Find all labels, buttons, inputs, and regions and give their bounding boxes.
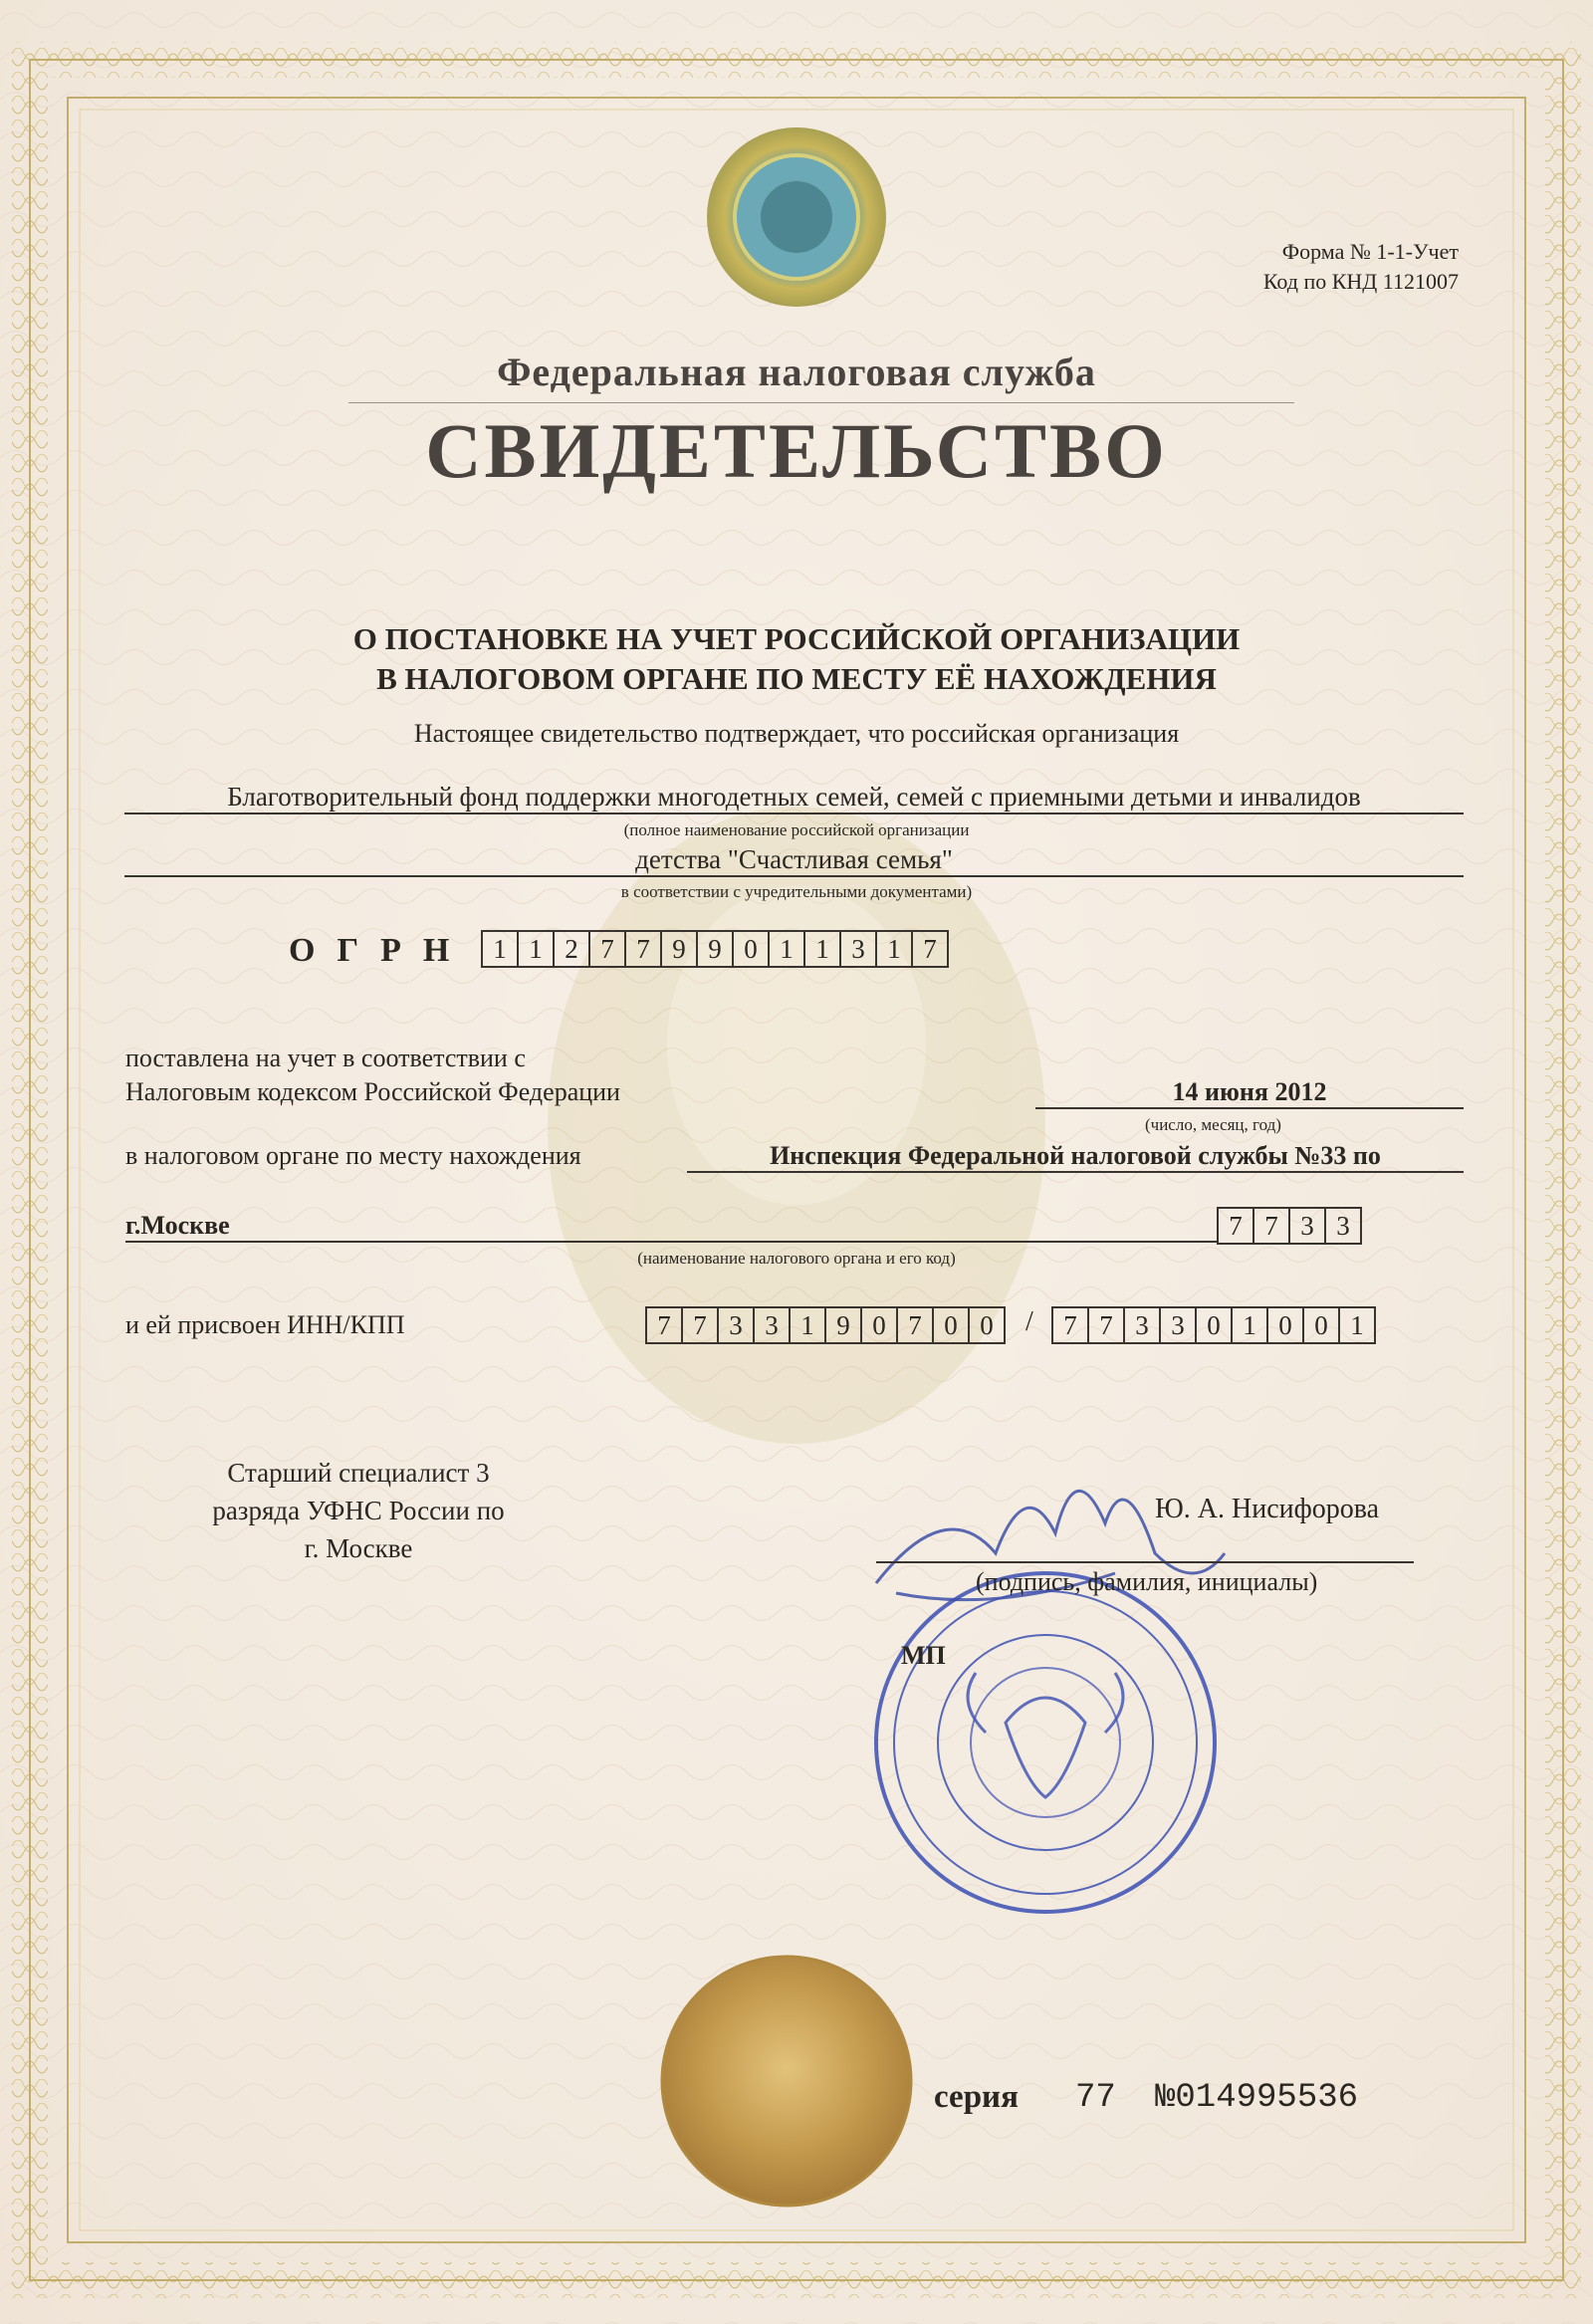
intro-text: Настоящее свидетельство подтверждает, что российская организация (413, 719, 1180, 748)
ogrn-digit-box: 0 (732, 930, 770, 968)
signatory-title-line-3: г. Москве (304, 1533, 413, 1563)
ogrn-digit-box: 1 (803, 930, 841, 968)
registration-text-1: поставлена на учет в соответствии с (125, 1044, 526, 1072)
certificate-number: №014995536 (1155, 2079, 1359, 2117)
kpp-digit-box: 0 (1302, 1306, 1340, 1344)
tax-authority-caption: (наименование налогового органа и его код) (637, 1249, 956, 1268)
ogrn-digits (483, 930, 949, 968)
registration-text-2: Налоговым кодексом Российской Федерации (125, 1077, 620, 1106)
agency-divider (348, 402, 1294, 403)
ogrn-digit-box: 1 (517, 930, 555, 968)
signatory-title-line-1: Старший специалист 3 (227, 1458, 490, 1488)
ogrn-digit-box: 7 (588, 930, 626, 968)
signatory-title-line-2: разряда УФНС России по (212, 1496, 505, 1525)
tax-authority-code (1219, 1207, 1362, 1245)
stamp-place-label: МП (901, 1641, 946, 1670)
registration-date: 14 июня 2012 (1035, 1077, 1464, 1109)
inn-digit-box: 1 (789, 1306, 826, 1344)
inn-digit-box: 0 (968, 1306, 1006, 1344)
tax-authority-line-2: г.Москве (125, 1211, 1217, 1243)
inn-digit-box: 3 (717, 1306, 755, 1344)
agency-name: Федеральная налоговая служба (497, 349, 1096, 394)
inn-digits (647, 1306, 1006, 1344)
signature-line (876, 1561, 1414, 1563)
inn-digit-box: 0 (860, 1306, 898, 1344)
kpp-digit-box: 7 (1087, 1306, 1125, 1344)
kpp-digit-box: 1 (1231, 1306, 1268, 1344)
tax-authority-line-1: Инспекция Федеральной налоговой службы №33 по (687, 1141, 1464, 1173)
inn-digit-box: 7 (645, 1306, 683, 1344)
document-subtitle (0, 619, 1593, 699)
inn-digit-box: 7 (896, 1306, 934, 1344)
org-caption-2: в соответствии с учредительными документами) (620, 882, 973, 901)
ogrn-digit-box: 7 (624, 930, 662, 968)
eagle-watermark (548, 807, 1045, 1444)
kpp-digit-box: 7 (1051, 1306, 1089, 1344)
ogrn-digit-box: 3 (839, 930, 877, 968)
ogrn-digit-box: 1 (481, 930, 519, 968)
signature-caption: (подпись, фамилия, инициалы) (976, 1567, 1318, 1596)
series-label: серия (934, 2079, 1019, 2115)
org-name-line-1: Благотворительный фонд поддержки многодетных семей, семей с приемными детьми и инвалидов (124, 782, 1464, 814)
registration-text-3: в налоговом органе по месту нахождения (125, 1141, 581, 1170)
org-caption-1: (полное наименование российской организации (623, 820, 970, 839)
inn-kpp-label: и ей присвоен ИНН/КПП (125, 1310, 405, 1339)
authority-code-digit-box: 7 (1217, 1207, 1254, 1245)
authority-code-digit-box: 3 (1288, 1207, 1326, 1245)
form-number: Форма № 1-1-Учет (1281, 239, 1459, 264)
ogrn-digit-box: 9 (660, 930, 698, 968)
kpp-digits (1053, 1306, 1376, 1344)
inn-digit-box: 7 (681, 1306, 719, 1344)
ogrn-label: ОГРН (289, 932, 472, 969)
hologram-emblem (707, 127, 886, 307)
ogrn-digit-box: 1 (768, 930, 805, 968)
subtitle-line-2: В НАЛОГОВОМ ОРГАНЕ ПО МЕСТУ ЕЁ НАХОЖДЕНИЯ (376, 661, 1217, 696)
series-value: 77 (1075, 2079, 1116, 2117)
inn-digit-box: 0 (932, 1306, 970, 1344)
ogrn-digit-box: 7 (911, 930, 949, 968)
date-caption: (число, месяц, год) (1145, 1115, 1281, 1134)
authority-code-digit-box: 7 (1252, 1207, 1290, 1245)
inn-digit-box: 3 (753, 1306, 791, 1344)
form-code (1263, 237, 1459, 297)
ogrn-digit-box: 2 (553, 930, 590, 968)
ogrn-digit-box: 9 (696, 930, 734, 968)
subtitle-line-1: О ПОСТАНОВКЕ НА УЧЕТ РОССИЙСКОЙ ОРГАНИЗАЦИИ (352, 621, 1241, 656)
kpp-digit-box: 0 (1266, 1306, 1304, 1344)
gold-seal (662, 1957, 911, 2206)
document-title: СВИДЕТЕЛЬСТВО (425, 407, 1168, 494)
inn-kpp-separator: / (1025, 1306, 1033, 1337)
signatory-name: Ю. А. Нисифорова (1155, 1494, 1380, 1524)
kpp-digit-box: 3 (1159, 1306, 1197, 1344)
kpp-digit-box: 3 (1123, 1306, 1161, 1344)
inn-digit-box: 9 (824, 1306, 862, 1344)
signatory-title (159, 1454, 558, 1567)
kpp-digit-box: 1 (1338, 1306, 1376, 1344)
ogrn-digit-box: 1 (875, 930, 913, 968)
org-name-line-2: детства "Счастливая семья" (124, 844, 1464, 877)
authority-code-digit-box: 3 (1324, 1207, 1362, 1245)
knd-code: Код по КНД 1121007 (1262, 269, 1459, 294)
kpp-digit-box: 0 (1195, 1306, 1233, 1344)
